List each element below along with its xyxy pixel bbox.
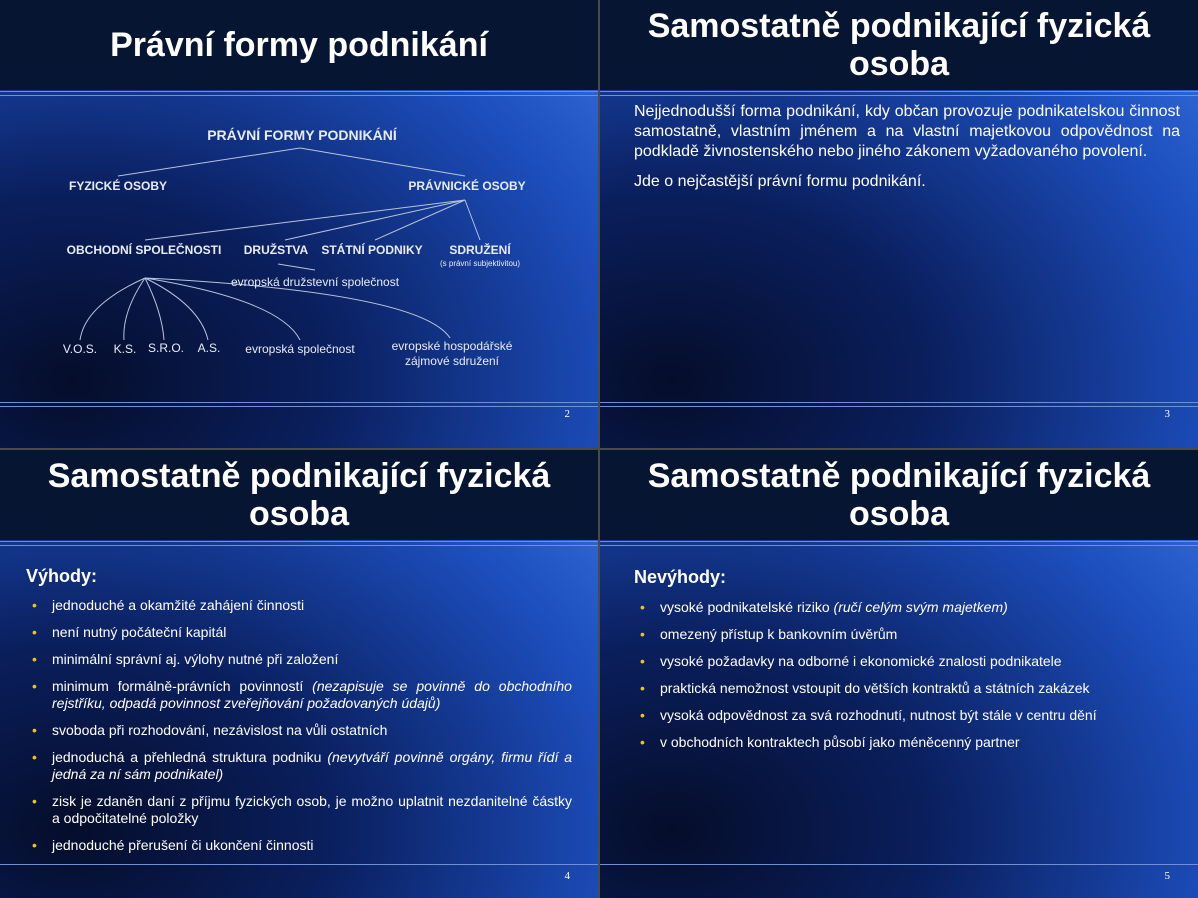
slide-title xyxy=(648,7,1151,83)
bullet-icon: • xyxy=(32,678,37,694)
slide-number: 3 xyxy=(1164,408,1170,420)
divider xyxy=(0,864,598,865)
node-sdruzeni-note: (s právní subjektivitou) xyxy=(439,259,521,268)
advantages-list xyxy=(26,597,572,864)
slide-number: 2 xyxy=(564,408,570,420)
definition-paragraph: Nejjednodušší forma podnikání, kdy občan provozuje podnikatelskou činnost samostatně, vlastním jménem a na vlastní majetkovou odpovědnost na podkladě živnostenského nebo jiného zákonem vyžadovaného povolení. xyxy=(634,103,1180,160)
node-ehzs-line2: zájmové sdružení xyxy=(404,354,500,368)
slide-number: 5 xyxy=(1164,870,1170,882)
slide-2-thumbnail[interactable] xyxy=(0,0,598,448)
node-evropska-druzstevni-spolecnost: evropská družstevní společnost xyxy=(230,275,400,289)
slide-body xyxy=(634,102,1180,202)
list-item: • minimální správní aj. výlohy nutné při založení xyxy=(32,651,339,667)
list-item: • vysoká odpovědnost za svá rozhodnutí, nutnost být stále v centru dění xyxy=(640,707,1097,723)
list-item: • zisk je zdaněn daní z příjmu fyzických osob, je možno uplatnit nezdanitelné částky a odpočitatelné položky xyxy=(32,793,572,826)
list-item: • vysoké požadavky na odborné i ekonomické znalosti podnikatele xyxy=(640,653,1062,669)
slide-4-thumbnail[interactable] xyxy=(0,450,598,898)
node-obchodni-spolecnosti: OBCHODNÍ SPOLEČNOSTI xyxy=(66,243,222,257)
node-druzstva: DRUŽSTVA xyxy=(243,243,309,257)
node-ehzs-line1: evropské hospodářské xyxy=(391,339,513,353)
list-item: • praktická nemožnost vstoupit do větších kontraktů a státních zakázek xyxy=(640,680,1090,696)
title-line-2: osoba xyxy=(848,45,950,83)
node-sdruzeni: SDRUŽENÍ xyxy=(449,243,511,257)
node-evropska-spolecnost: evropská společnost xyxy=(245,342,355,356)
divider xyxy=(600,545,1198,546)
list-item: • jednoduchá a přehledná struktura podniku (nevytváří povinně orgány, firmu řídí a jedná za ní sám podnikatel) xyxy=(32,749,572,782)
advantages-heading: Výhody: xyxy=(26,566,98,586)
divider xyxy=(0,406,598,407)
bullet-icon: • xyxy=(32,837,37,853)
list-item: • v obchodních kontraktech působí jako méněcenný partner xyxy=(640,734,1020,750)
node-statni-podniky: STÁTNÍ PODNIKY xyxy=(321,243,423,257)
list-item: • svoboda při rozhodování, nezávislost na vůli ostatních xyxy=(32,722,388,738)
bullet-icon: • xyxy=(32,651,37,667)
list-item: • minimum formálně-právních povinností (nezapisuje se povinně do obchodního rejstříku, odpadá povinnost zveřejňování požadovaných údajů) xyxy=(32,678,572,711)
node-vos: V.O.S. xyxy=(62,342,98,356)
bullet-icon: • xyxy=(32,749,37,765)
slide-3-thumbnail[interactable] xyxy=(600,0,1198,448)
divider xyxy=(0,402,598,403)
legal-forms-diagram xyxy=(0,0,598,448)
bullet-icon: • xyxy=(32,793,37,809)
bullet-icon: • xyxy=(32,624,37,640)
disadvantages-list xyxy=(634,599,1174,761)
divider xyxy=(600,541,1198,542)
divider xyxy=(0,545,598,546)
slide-5-thumbnail[interactable] xyxy=(600,450,1198,898)
title-line-1: Samostatně podnikající fyzická xyxy=(647,7,1151,45)
title-band xyxy=(600,450,1198,540)
divider xyxy=(600,91,1198,92)
divider xyxy=(600,402,1198,403)
bullet-icon: • xyxy=(640,680,645,696)
diagram-root: PRÁVNÍ FORMY PODNIKÁNÍ xyxy=(207,127,397,143)
bullet-icon: • xyxy=(640,599,645,615)
divider xyxy=(600,95,1198,96)
divider xyxy=(0,541,598,542)
list-item: • jednoduché a okamžité zahájení činnosti xyxy=(32,597,305,613)
disadvantages-heading: Nevýhody: xyxy=(634,567,727,587)
bullet-icon: • xyxy=(32,597,37,613)
bullet-icon: • xyxy=(32,722,37,738)
title-line-1: Samostatně podnikající fyzická xyxy=(47,457,551,495)
bullet-icon: • xyxy=(640,707,645,723)
title-line-2: osoba xyxy=(848,495,950,533)
slide-title xyxy=(648,457,1151,533)
node-sro: S.R.O. xyxy=(147,341,185,355)
slide-title: Právní formy podnikání xyxy=(110,26,488,64)
summary-paragraph: Jde o nejčastější právní formu podnikání. xyxy=(634,173,926,190)
node-pravnicke-osoby: PRÁVNICKÉ OSOBY xyxy=(408,179,526,193)
list-item: • omezený přístup k bankovním úvěrům xyxy=(640,626,898,642)
divider xyxy=(600,406,1198,407)
bullet-icon: • xyxy=(640,734,645,750)
title-line-2: osoba xyxy=(248,495,350,533)
slide-number: 4 xyxy=(564,870,570,882)
slide-title xyxy=(48,457,551,533)
bullet-icon: • xyxy=(640,626,645,642)
bullet-icon: • xyxy=(640,653,645,669)
divider xyxy=(600,864,1198,865)
title-band xyxy=(0,450,598,540)
node-as: A.S. xyxy=(197,341,221,355)
list-item: • není nutný počáteční kapitál xyxy=(32,624,227,640)
node-fyzicke-osoby: FYZICKÉ OSOBY xyxy=(68,179,168,193)
title-line-1: Samostatně podnikající fyzická xyxy=(647,457,1151,495)
node-ks: K.S. xyxy=(113,342,137,356)
list-item: • jednoduché přerušení či ukončení činnosti xyxy=(32,837,314,853)
list-item: • vysoké podnikatelské riziko (ručí celým svým majetkem) xyxy=(640,599,1008,615)
title-band xyxy=(600,0,1198,90)
